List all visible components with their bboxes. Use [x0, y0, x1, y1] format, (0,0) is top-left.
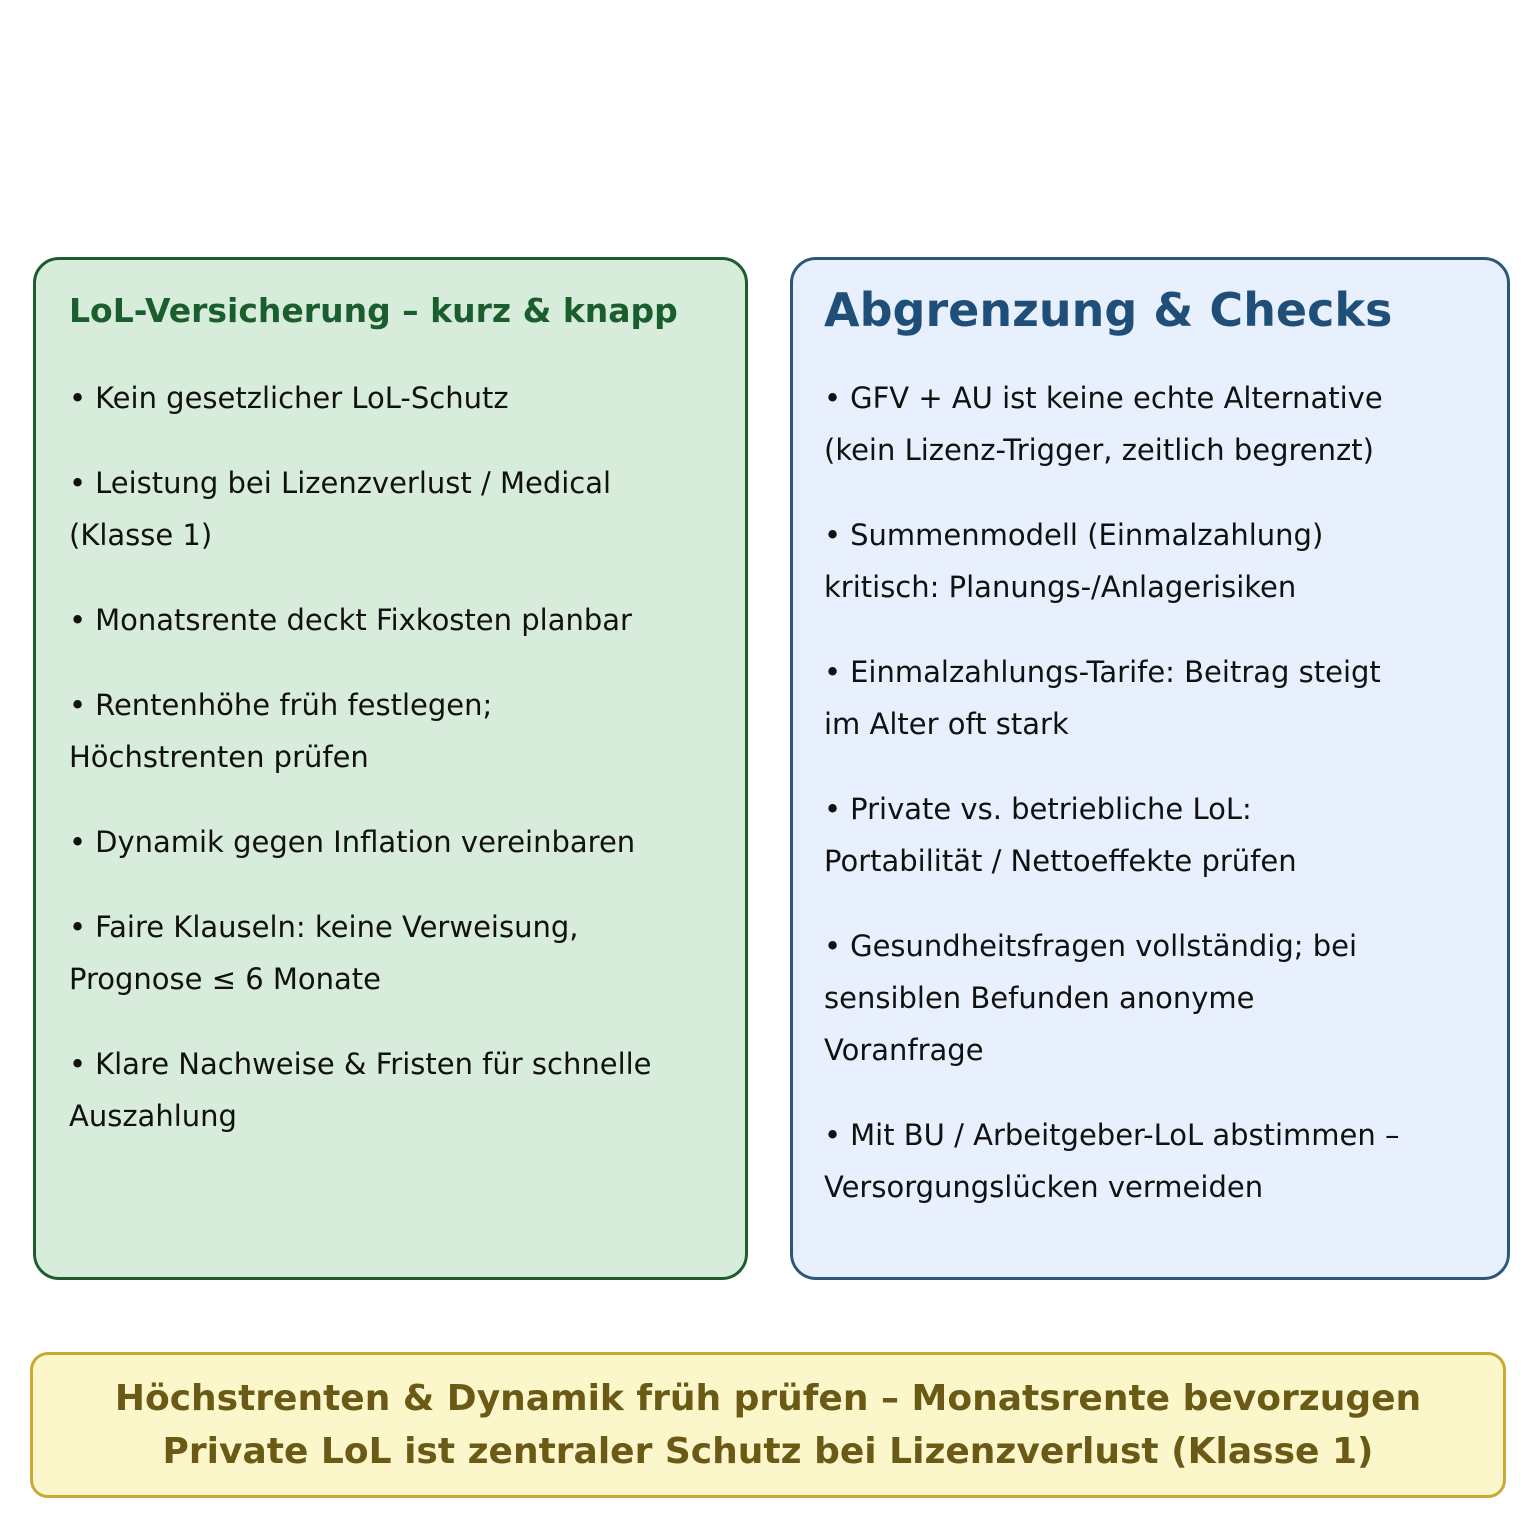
list-item — [69, 372, 717, 424]
bullet-text: Dynamik gegen Inflation vereinbaren — [95, 825, 636, 859]
bullet-text: Leistung bei Lizenzverlust / Medical — [95, 466, 612, 500]
banner-line-2: Private LoL ist zentraler Schutz bei Lizenzverlust (Klasse 1) — [162, 1431, 1374, 1472]
bullet-line: Höchstrenten prüfen — [69, 740, 369, 774]
bullet-icon: • — [69, 688, 87, 722]
bullet-line — [824, 646, 1479, 698]
bullet-icon: • — [69, 910, 87, 944]
bullet-line: Prognose ≤ 6 Monate — [69, 962, 382, 996]
checks-card — [790, 257, 1510, 1280]
bullet-line — [69, 457, 717, 509]
bullet-icon: • — [69, 381, 87, 415]
list-item — [69, 679, 717, 783]
bullet-text: Private vs. betriebliche LoL: — [850, 792, 1252, 826]
bullet-line: im Alter oft stark — [824, 707, 1069, 741]
summary-card — [33, 257, 748, 1280]
bullet-icon: • — [824, 929, 842, 963]
list-item — [69, 1038, 717, 1142]
bullet-text: Gesundheitsfragen vollständig; bei — [850, 929, 1358, 963]
list-item — [824, 1109, 1479, 1213]
bullet-icon: • — [69, 603, 87, 637]
bullet-line — [824, 783, 1479, 835]
bullet-line — [69, 816, 717, 868]
bullet-line: Portabilität / Nettoeffekte prüfen — [824, 844, 1297, 878]
bullet-line: Voranfrage — [824, 1033, 984, 1067]
list-item — [69, 901, 717, 1005]
bullet-text: Klare Nachweise & Fristen für schnelle — [95, 1047, 652, 1081]
bullet-line: (Klasse 1) — [69, 518, 213, 552]
list-item — [69, 457, 717, 561]
bullet-text: Monatsrente deckt Fixkosten planbar — [95, 603, 632, 637]
list-item — [69, 594, 717, 646]
takeaway-banner — [30, 1352, 1506, 1498]
bullet-text: Einmalzahlungs-Tarife: Beitrag steigt — [850, 655, 1381, 689]
bullet-line: kritisch: Planungs-/Anlagerisiken — [824, 570, 1297, 604]
bullet-icon: • — [824, 655, 842, 689]
list-item — [824, 646, 1479, 750]
bullet-line: Versorgungslücken vermeiden — [824, 1170, 1264, 1204]
bullet-line — [824, 1109, 1479, 1161]
bullet-line: (kein Lizenz-Trigger, zeitlich begrenzt) — [824, 433, 1374, 467]
bullet-text: Faire Klauseln: keine Verweisung, — [95, 910, 579, 944]
bullet-icon: • — [824, 518, 842, 552]
bullet-icon: • — [69, 466, 87, 500]
bullet-text: Kein gesetzlicher LoL-Schutz — [95, 381, 509, 415]
bullet-text: Mit BU / Arbeitgeber-LoL abstimmen – — [850, 1118, 1400, 1152]
bullet-line: sensiblen Befunden anonyme — [824, 981, 1255, 1015]
list-item — [824, 920, 1479, 1076]
list-item — [824, 372, 1479, 476]
bullet-line — [69, 679, 717, 731]
bullet-line — [824, 372, 1479, 424]
bullet-text: GFV + AU ist keine echte Alternative — [850, 381, 1383, 415]
bullet-icon: • — [824, 1118, 842, 1152]
bullet-line — [824, 509, 1479, 561]
bullet-line — [69, 901, 717, 953]
bullet-line: Auszahlung — [69, 1099, 237, 1133]
bullet-text: Rentenhöhe früh festlegen; — [95, 688, 493, 722]
banner-line-1: Höchstrenten & Dynamik früh prüfen – Monatsrente bevorzugen — [114, 1378, 1422, 1419]
bullet-line — [69, 1038, 717, 1090]
bullet-icon: • — [69, 1047, 87, 1081]
list-item — [824, 509, 1479, 613]
bullet-line — [69, 372, 717, 424]
bullet-icon: • — [824, 381, 842, 415]
bullet-icon: • — [824, 792, 842, 826]
checks-card-title: Abgrenzung & Checks — [824, 283, 1393, 337]
summary-card-title: LoL-Versicherung – kurz & knapp — [69, 291, 678, 330]
bullet-line — [69, 594, 717, 646]
list-item — [69, 816, 717, 868]
bullet-icon: • — [69, 825, 87, 859]
bullet-text: Summenmodell (Einmalzahlung) — [850, 518, 1324, 552]
bullet-line — [824, 920, 1479, 972]
list-item — [824, 783, 1479, 887]
